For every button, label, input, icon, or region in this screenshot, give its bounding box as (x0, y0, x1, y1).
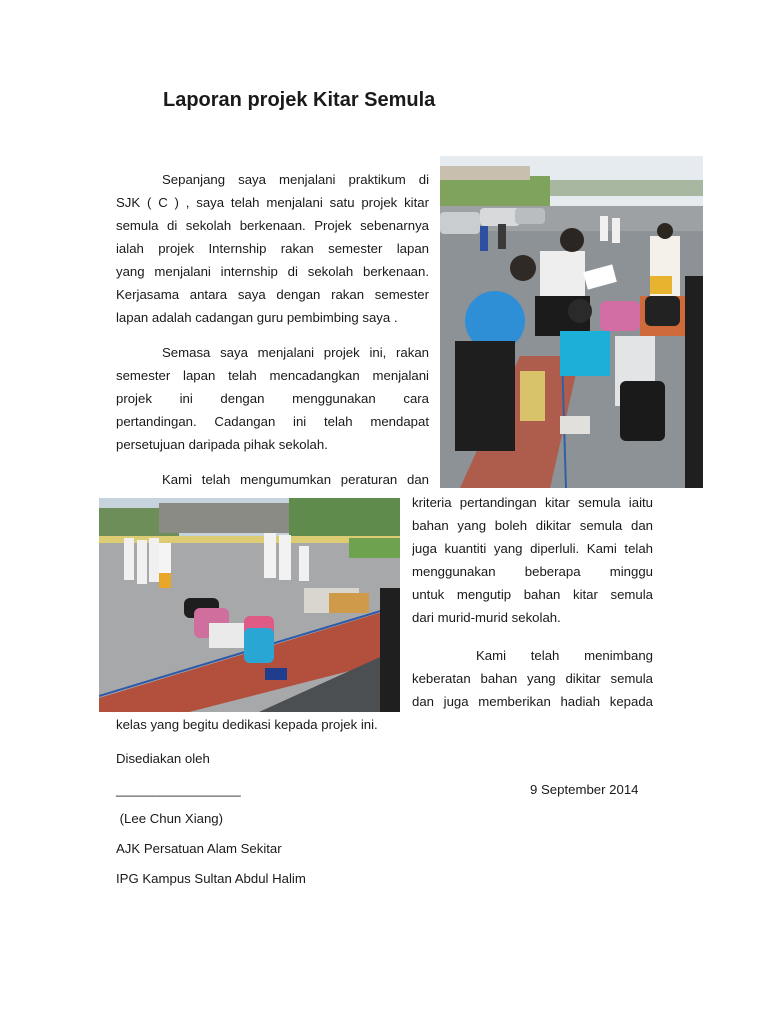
paragraph-line: ialah projek Internship rakan semester lapan (116, 241, 429, 256)
paragraph-line: juga kuantiti yang diperluli. Kami telah (412, 541, 653, 556)
paragraph-line: persetujuan daripada pihak sekolah. (116, 437, 328, 452)
paragraph-3-first-line: Kami telah mengumumkan peraturan dan (162, 472, 429, 487)
paragraph-line: bahan yang boleh dikitar semula dan (412, 518, 653, 533)
paragraph-line: lapan adalah cadangan guru pembimbing saya . (116, 310, 398, 325)
photo-students-with-collected-items (99, 498, 400, 712)
paragraph-line: Semasa saya menjalani projek ini, rakan (162, 345, 429, 360)
paragraph-4-last-line: kelas yang begitu dedikasi kepada projek ini. (116, 717, 378, 732)
report-date: 9 September 2014 (530, 782, 639, 797)
paragraph-line: yang menjalani internship di sekolah berkenaan. (116, 264, 429, 279)
paragraph-line: dan juga memberikan hadiah kepada (412, 694, 653, 709)
paragraph-1 (116, 168, 429, 329)
signature-line: _________________ (116, 782, 241, 797)
paragraph-3 (412, 491, 653, 629)
author-name: (Lee Chun Xiang) (116, 811, 224, 826)
author-institution: IPG Kampus Sultan Abdul Halim (116, 871, 306, 886)
paragraph-2 (116, 341, 429, 456)
paragraph-line: semula di sekolah berkenaan. Projek sebenarnya (116, 218, 429, 233)
paragraph-line: kriteria pertandingan kitar semula iaitu (412, 495, 653, 510)
photo-students-sorting-recyclables (440, 156, 703, 488)
paragraph-line: menggunakan beberapa minggu (412, 564, 653, 579)
paragraph-line: SJK ( C ) , saya telah menjalani satu projek kitar (116, 195, 429, 210)
prepared-by-label: Disediakan oleh (116, 751, 210, 766)
paragraph-line: pertandingan. Cadangan ini telah mendapat (116, 414, 429, 429)
paragraph-line: projek ini dengan menggunakan cara (116, 391, 429, 406)
paragraph-4 (412, 644, 653, 713)
paragraph-line: untuk mengutip bahan kitar semula (412, 587, 653, 602)
paragraph-line: keberatan bahan yang dikitar semula (412, 671, 653, 686)
paragraph-line: Kami telah menimbang (476, 648, 653, 663)
paragraph-line: Sepanjang saya menjalani praktikum di (162, 172, 429, 187)
author-position: AJK Persatuan Alam Sekitar (116, 841, 282, 856)
paragraph-line: Kerjasama antara saya dengan rakan semester (116, 287, 429, 302)
paragraph-line: dari murid-murid sekolah. (412, 610, 561, 625)
page-title: Laporan projek Kitar Semula (163, 89, 436, 111)
paragraph-line: semester lapan telah mencadangkan menjalani (116, 368, 429, 383)
